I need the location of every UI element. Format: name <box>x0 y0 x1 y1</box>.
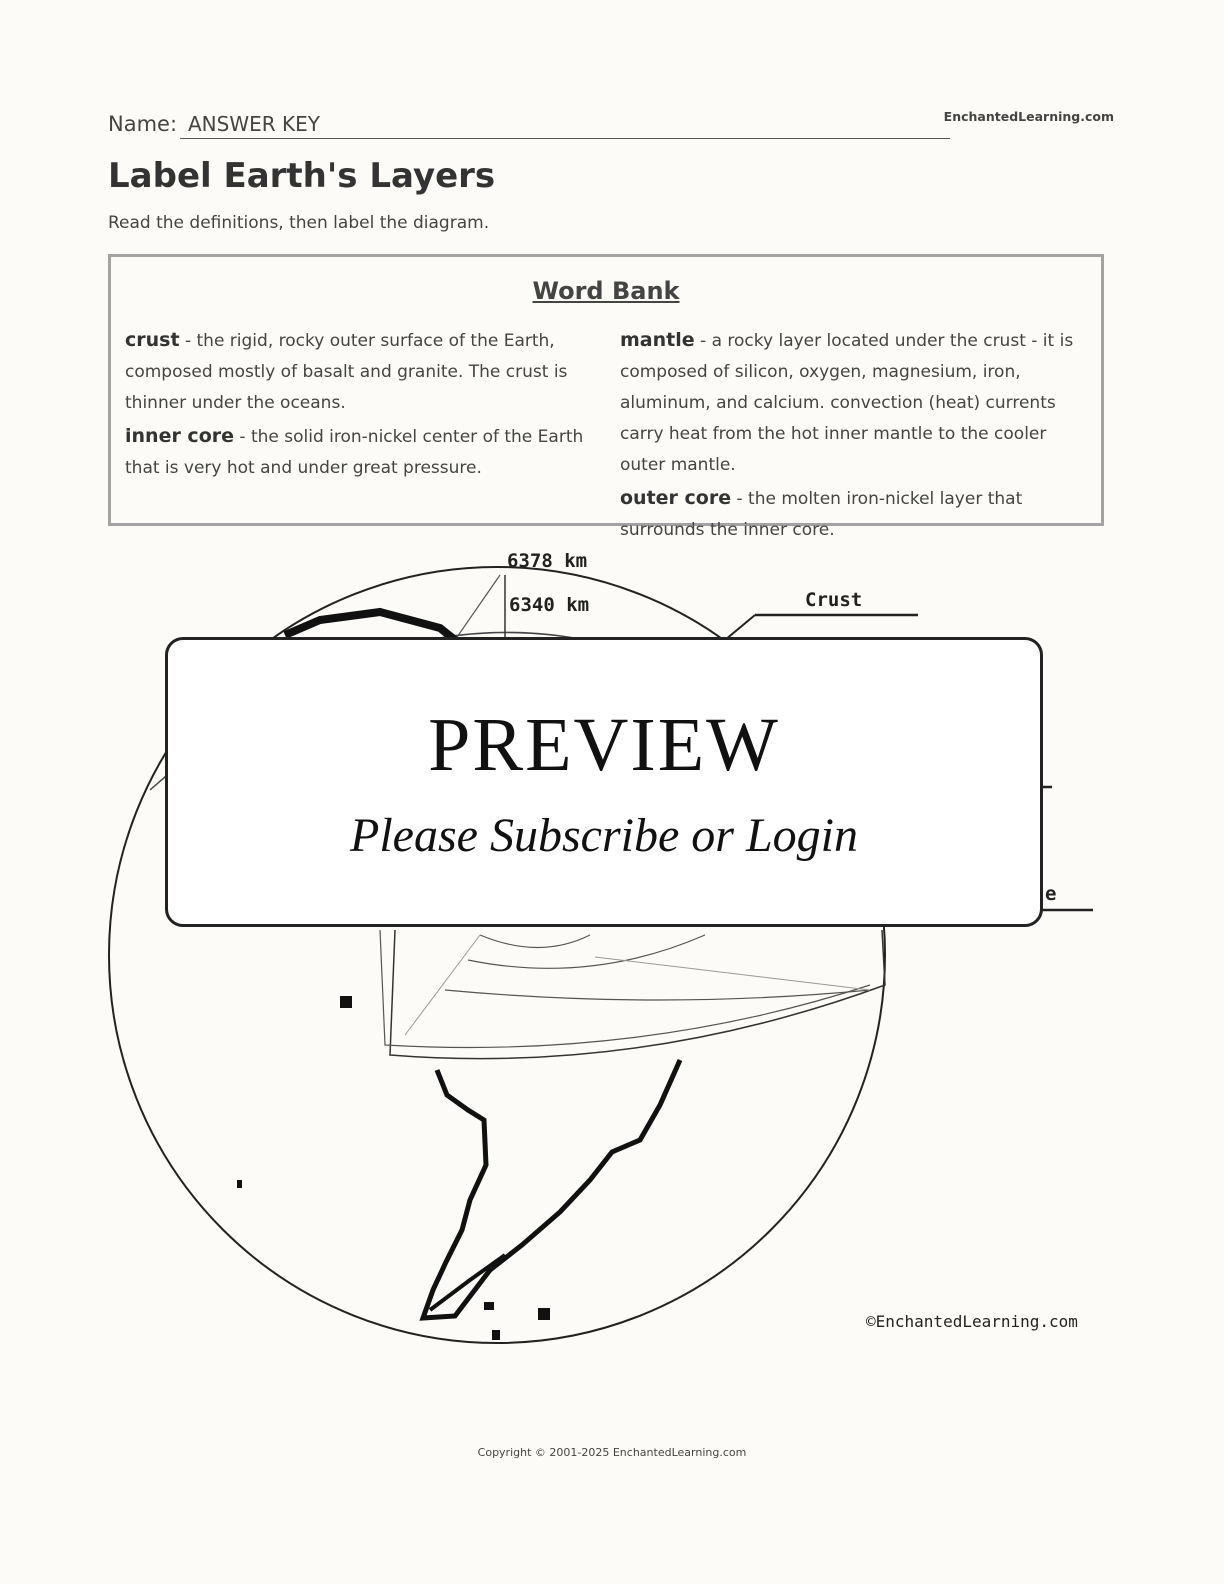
wedge-line <box>405 935 480 1035</box>
cutaway-wedge-inner <box>380 930 870 1048</box>
definition-inner-core <box>125 421 595 484</box>
name-field[interactable] <box>180 108 950 139</box>
name-value: ANSWER KEY <box>188 112 320 136</box>
term-crust: crust <box>125 329 180 351</box>
label-partial: e <box>1045 883 1057 905</box>
definition-text: - a rocky layer located under the crust - it is composed of silicon, oxygen, magnesium, iron, aluminum, and calcium. convection (heat) currents carry heat from the hot inner mantle to the cooler outer mantle. <box>620 331 1074 475</box>
definition-crust <box>125 325 595 419</box>
island <box>492 1330 500 1340</box>
island <box>340 996 352 1008</box>
page-title: Label Earth's Layers <box>108 156 496 196</box>
name-row <box>108 108 950 140</box>
site-name: EnchantedLearning.com <box>943 109 1114 124</box>
name-label: Name: <box>108 112 178 136</box>
definition-mantle <box>620 325 1090 481</box>
definition-outer-core <box>620 483 1090 546</box>
continent-outline <box>423 1060 680 1318</box>
definition-text: - the solid iron-nickel center of the Earth that is very hot and under great pressure. <box>125 427 584 478</box>
continent-top <box>285 612 455 640</box>
wedge-edge <box>455 575 500 640</box>
wedge-line <box>595 957 870 990</box>
mantle-arc <box>445 990 870 1000</box>
term-inner-core: inner core <box>125 425 235 447</box>
footer-copyright: Copyright © 2001-2025 EnchantedLearning.com <box>477 1446 747 1459</box>
definition-text: - the molten iron-nickel layer that surrounds the inner core. <box>620 489 1023 540</box>
label-6378-km: 6378 km <box>507 550 588 572</box>
term-outer-core: outer core <box>620 487 732 509</box>
word-bank-title: Word Bank <box>532 277 680 305</box>
word-bank-left-column <box>125 325 595 486</box>
island <box>237 1180 242 1188</box>
subscribe-login-link[interactable]: Please Subscribe or Login <box>350 809 858 862</box>
word-bank <box>108 254 1104 540</box>
island <box>484 1302 494 1310</box>
island <box>538 1308 550 1320</box>
definition-text: - the rigid, rocky outer surface of the Earth, composed mostly of basalt and granite. The crust is thinner under the oceans. <box>125 331 568 413</box>
diagram-credit: ©EnchantedLearning.com <box>866 1312 1078 1331</box>
inner-core-arc <box>480 935 590 948</box>
preview-overlay[interactable] <box>165 637 1043 927</box>
word-bank-right-column <box>620 325 1090 548</box>
preview-title: PREVIEW <box>428 703 780 787</box>
outer-core-arc <box>468 935 705 968</box>
instructions: Read the definitions, then label the diagram. <box>108 213 490 233</box>
term-mantle: mantle <box>620 329 695 351</box>
label-crust: Crust <box>805 589 863 611</box>
label-6340-km: 6340 km <box>509 594 590 616</box>
